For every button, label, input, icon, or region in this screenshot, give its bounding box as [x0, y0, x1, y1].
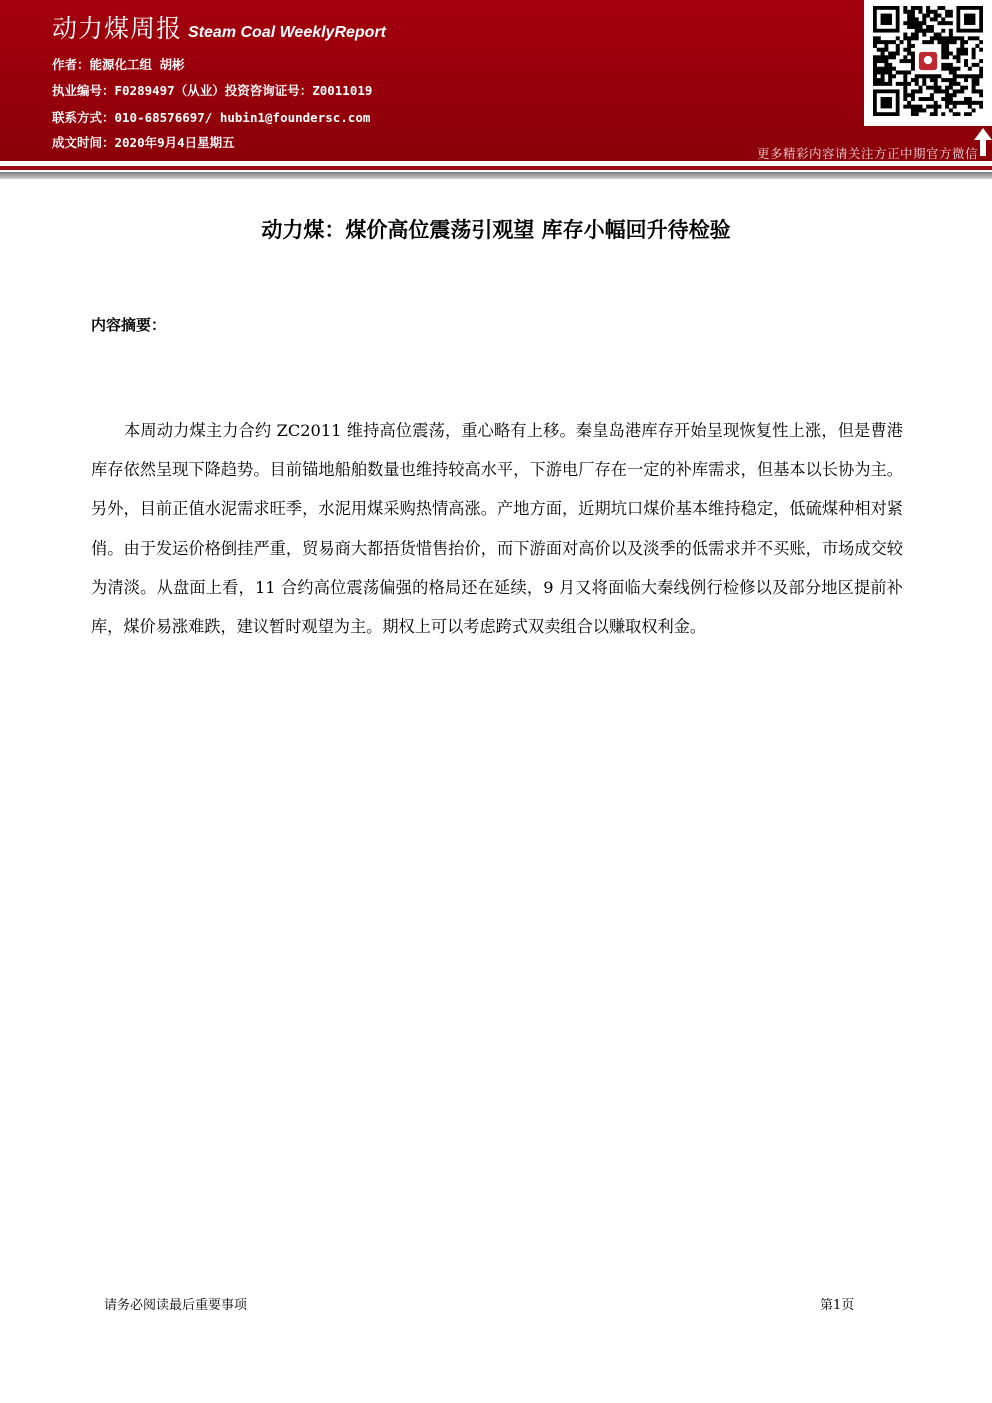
- report-title-cn: 动力煤周报: [52, 14, 183, 43]
- header-banner: [0, 0, 992, 161]
- page-number: 第1页: [820, 1298, 855, 1313]
- banner-divider-red: [0, 166, 992, 170]
- document-title: 动力煤：煤价高位震荡引观望 库存小幅回升待检验: [261, 218, 731, 242]
- footer-notice: 请务必阅读最后重要事项: [104, 1298, 248, 1313]
- contact-line: 联系方式：010-68576697/ hubin1@foundersc.com: [52, 110, 371, 125]
- qr-code-icon: [873, 6, 983, 116]
- report-title-en: Steam Coal WeeklyReport: [188, 24, 387, 41]
- abstract-label: 内容摘要：: [91, 316, 167, 334]
- report-title: [52, 9, 386, 45]
- date-line: 成文时间：2020年9月4日星期五: [52, 135, 235, 150]
- arrow-up-icon[interactable]: [974, 128, 992, 156]
- license-line: 执业编号：F0289497（从业）投资咨询证号：Z0011019: [52, 83, 373, 98]
- banner-divider-shadow: [0, 172, 992, 179]
- qr-code-panel: [864, 0, 992, 126]
- author-line: 作者：能源化工组 胡彬: [52, 57, 185, 72]
- abstract-body: 本周动力煤主力合约 ZC2011 维持高位震荡，重心略有上移。秦皇岛港库存开始呈现恢复性上涨，但是曹港库存依然呈现下降趋势。目前锚地船舶数量也维持较高水平，下游电厂存在一定的补库需求，但基本以长协为主。另外，目前正值水泥需求旺季，水泥用煤采购热情高涨。产地方面，近期坑口煤价基本维持稳定，低硫煤种相对紧俏。由于发运价格倒挂严重，贸易商大都捂货惜售抬价，而下游面对高价以及淡季的低需求并不买账，市场成交较为清淡。从盘面上看，11 合约高位震荡偏强的格局还在延续，9 月又将面临大秦线例行检修以及部分地区提前补库，煤价易涨难跌，建议暂时观望为主。期权上可以考虑跨式双卖组合以赚取权利金。: [91, 421, 903, 637]
- wechat-follow-note: 更多精彩内容请关注方正中期官方微信: [756, 146, 978, 161]
